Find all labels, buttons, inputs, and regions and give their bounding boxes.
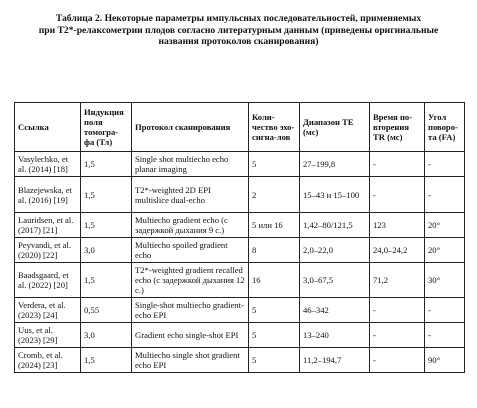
table-cell: Single shot multiecho echo planar imaging xyxy=(132,152,249,177)
table-cell: 5 или 16 xyxy=(249,213,300,238)
table-cell: Multiecho single shot gradient echo EPI xyxy=(132,348,249,373)
table-cell: Vasylechko, et al. (2014) [18] xyxy=(15,152,81,177)
header-cell: Коли-чество эхо-сигна-лов xyxy=(249,103,300,152)
header-cell: Индукция поля томогра-фа (Тл) xyxy=(81,103,132,152)
table-row xyxy=(15,238,465,263)
table-row xyxy=(15,323,465,348)
table-cell: 8 xyxy=(249,238,300,263)
table-cell: Multiecho spoiled gradient echo xyxy=(132,238,249,263)
table-cell: Verdera, et al. (2023) [24] xyxy=(15,298,81,323)
table-cell: Uus, et al. (2023) [29] xyxy=(15,323,81,348)
table-cell: - xyxy=(370,177,425,213)
table-cell: 3,0–67,5 xyxy=(300,263,370,298)
caption-line: Таблица 2. Некоторые параметры импульсных последовательностей, применяемых xyxy=(55,13,422,24)
table-cell: 71,2 xyxy=(370,263,425,298)
table-cell: 30° xyxy=(425,263,465,298)
table-cell: 1,5 xyxy=(81,152,132,177)
table-cell: Baadsgaard, et al. (2022) [20] xyxy=(15,263,81,298)
caption-line: при T2*-релаксометрии плодов согласно литературным данным (приведены оригинальные xyxy=(38,24,439,36)
table-cell: 5 xyxy=(249,152,300,177)
table-cell: Lauridsen, et al. (2017) [21] xyxy=(15,213,81,238)
parameters-table xyxy=(14,102,465,373)
table-row xyxy=(15,263,465,298)
table-cell: 3,0 xyxy=(81,323,132,348)
table-cell: 123 xyxy=(370,213,425,238)
header-cell: Ссылка xyxy=(15,103,81,152)
table-cell: 20° xyxy=(425,213,465,238)
table-row xyxy=(15,177,465,213)
table-cell: 1,5 xyxy=(81,348,132,373)
table-cell: T2*-weighted 2D EPI multislice dual-echo xyxy=(132,177,249,213)
table-cell: - xyxy=(370,298,425,323)
table-cell: 15–43 и 15–100 xyxy=(300,177,370,213)
table-cell: - xyxy=(370,152,425,177)
table-cell: Blazejewska, et al. (2016) [19] xyxy=(15,177,81,213)
table-cell: 46–342 xyxy=(300,298,370,323)
caption-line: названия протоколов сканирования) xyxy=(158,36,319,48)
header-cell: Диапазон TE (мс) xyxy=(300,103,370,152)
table-row xyxy=(15,213,465,238)
table-cell: 5 xyxy=(249,323,300,348)
table-cell: Multiecho gradient echo (с задержкой дыхания 9 с.) xyxy=(132,213,249,238)
table-row xyxy=(15,348,465,373)
table-cell: Cromb, et al. (2024) [23] xyxy=(15,348,81,373)
table-cell: T2*-weighted gradient recalled echo (с задержкой дыхания 12 с.) xyxy=(132,263,249,298)
table-cell: 90° xyxy=(425,348,465,373)
table-cell: 5 xyxy=(249,298,300,323)
table-cell: 11,2–194,7 xyxy=(300,348,370,373)
table-cell: Peyvandi, et al. (2020) [22] xyxy=(15,238,81,263)
table-cell: 1,5 xyxy=(81,213,132,238)
table-cell: 0,55 xyxy=(81,298,132,323)
table-cell: - xyxy=(370,348,425,373)
table-cell: 3,0 xyxy=(81,238,132,263)
table-cell: - xyxy=(425,323,465,348)
table-cell: 16 xyxy=(249,263,300,298)
table-row xyxy=(15,152,465,177)
table-cell: 2 xyxy=(249,177,300,213)
table-header-row xyxy=(15,103,465,152)
table-cell: 20° xyxy=(425,238,465,263)
table-cell: 13–240 xyxy=(300,323,370,348)
table-cell: - xyxy=(425,152,465,177)
table-cell: - xyxy=(425,298,465,323)
table-cell: 5 xyxy=(249,348,300,373)
table-cell: Single-shot multiecho gradient-echo EPI xyxy=(132,298,249,323)
table-cell: 2,0–22,0 xyxy=(300,238,370,263)
table-cell: 24,0–24,2 xyxy=(370,238,425,263)
table-cell: Gradient echo single-shot EPI xyxy=(132,323,249,348)
table-row xyxy=(15,298,465,323)
table-cell: 1,42–80/121,5 xyxy=(300,213,370,238)
header-cell: Протокол сканирования xyxy=(132,103,249,152)
table-caption xyxy=(6,13,471,48)
table-cell: - xyxy=(370,323,425,348)
table-cell: 27–199,8 xyxy=(300,152,370,177)
header-cell: Угол поворо-та (FA) xyxy=(425,103,465,152)
table-cell: - xyxy=(425,177,465,213)
header-cell: Время по-вторения TR (мс) xyxy=(370,103,425,152)
table-cell: 1,5 xyxy=(81,263,132,298)
table-cell: 1,5 xyxy=(81,177,132,213)
